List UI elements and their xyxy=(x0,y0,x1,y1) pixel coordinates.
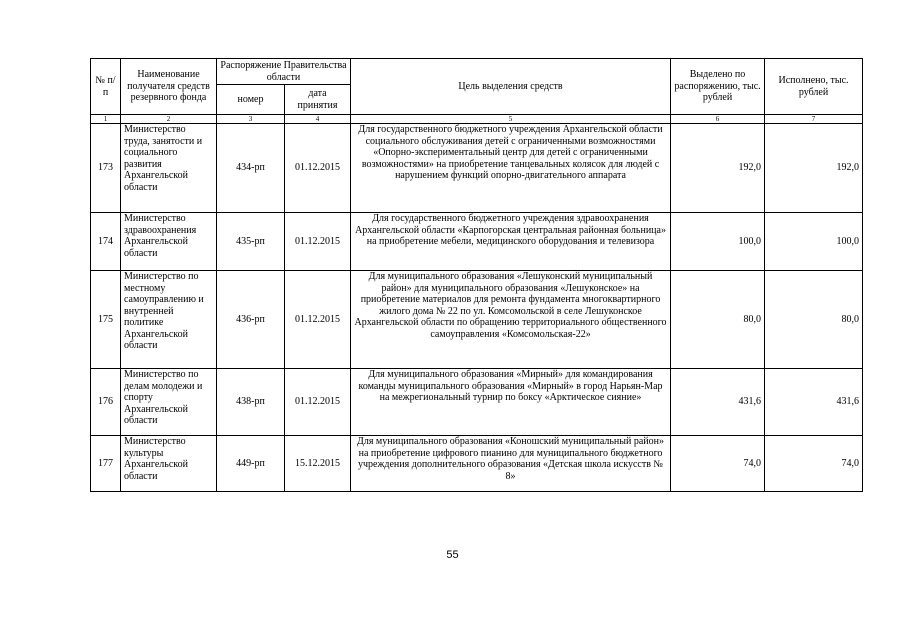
page-number: 55 xyxy=(446,549,459,561)
row-number: 176 xyxy=(91,369,121,436)
row-number: 175 xyxy=(91,271,121,369)
table-row xyxy=(91,271,863,369)
recipient-cell: Министерство по делам молодежи и спорту Архангельской области xyxy=(121,369,217,436)
column-number: 4 xyxy=(285,115,351,124)
reserve-fund-table xyxy=(90,58,863,492)
row-number: 177 xyxy=(91,436,121,492)
order-number-cell: 434-рп xyxy=(217,124,285,213)
header-allocated: Выделено по распоряжению, тыс. рублей xyxy=(671,59,765,115)
purpose-cell: Для муниципального образования «Лешуконский муниципальный район» для муниципального образования «Лешуконское» на приобретение материалов для ремонта фундамента многоквартирного жилого дома № 22 по ул. Комсомольской в селе Лешуконское Архангельской области по обращению территориального общественного самоуправления «Комсомольская-22» xyxy=(351,271,671,369)
row-number: 174 xyxy=(91,213,121,271)
allocated-cell: 431,6 xyxy=(671,369,765,436)
order-number-cell: 436-рп xyxy=(217,271,285,369)
purpose-cell: Для государственного бюджетного учреждения Архангельской области социального обслуживания детей с ограниченными возможностями «Опорно-экспериментальный центр для детей с ограниченными возможностями» на приобретение танцевальных колясок для людей с нарушением функций опорно-двигательного аппарата xyxy=(351,124,671,213)
column-number-row xyxy=(91,115,863,124)
order-number-cell: 438-рп xyxy=(217,369,285,436)
table-row xyxy=(91,369,863,436)
executed-cell: 431,6 xyxy=(765,369,863,436)
purpose-cell: Для муниципального образования «Мирный» для командирования команды муниципального образования «Мирный» в город Нарьян-Мар на межрегиональный турнир по боксу «Арктическое сияние» xyxy=(351,369,671,436)
header-order-date: дата принятия xyxy=(285,85,351,115)
recipient-cell: Министерство здравоохранения Архангельской области xyxy=(121,213,217,271)
allocated-cell: 74,0 xyxy=(671,436,765,492)
order-date-cell: 01.12.2015 xyxy=(285,271,351,369)
column-number: 7 xyxy=(765,115,863,124)
recipient-cell: Министерство культуры Архангельской области xyxy=(121,436,217,492)
order-date-cell: 01.12.2015 xyxy=(285,124,351,213)
order-date-cell: 01.12.2015 xyxy=(285,213,351,271)
allocated-cell: 100,0 xyxy=(671,213,765,271)
column-number: 1 xyxy=(91,115,121,124)
column-number: 5 xyxy=(351,115,671,124)
column-number: 2 xyxy=(121,115,217,124)
table-row xyxy=(91,124,863,213)
executed-cell: 74,0 xyxy=(765,436,863,492)
column-number: 3 xyxy=(217,115,285,124)
executed-cell: 192,0 xyxy=(765,124,863,213)
header-purpose: Цель выделения средств xyxy=(351,59,671,115)
recipient-cell: Министерство по местному самоуправлению и внутренней политике Архангельской области xyxy=(121,271,217,369)
order-date-cell: 01.12.2015 xyxy=(285,369,351,436)
header-order: Распоряжение Правительства области xyxy=(217,59,351,85)
row-number: 173 xyxy=(91,124,121,213)
purpose-cell: Для муниципального образования «Коношский муниципальный район» на приобретение цифрового пианино для муниципального бюджетного учреждения дополнительного образования «Детская школа искусств № 8» xyxy=(351,436,671,492)
executed-cell: 100,0 xyxy=(765,213,863,271)
table-row xyxy=(91,436,863,492)
header-executed: Исполнено, тыс. рублей xyxy=(765,59,863,115)
order-number-cell: 449-рп xyxy=(217,436,285,492)
recipient-cell: Министерство труда, занятости и социального развития Архангельской области xyxy=(121,124,217,213)
executed-cell: 80,0 xyxy=(765,271,863,369)
header-recipient: Наименование получателя средств резервного фонда xyxy=(121,59,217,115)
purpose-cell: Для государственного бюджетного учреждения здравоохранения Архангельской области «Карпогорская центральная районная больница» на приобретение мебели, медицинского оборудования и телевизора xyxy=(351,213,671,271)
allocated-cell: 80,0 xyxy=(671,271,765,369)
table-row xyxy=(91,213,863,271)
header-num: № п/п xyxy=(91,59,121,115)
column-number: 6 xyxy=(671,115,765,124)
order-number-cell: 435-рп xyxy=(217,213,285,271)
allocated-cell: 192,0 xyxy=(671,124,765,213)
order-date-cell: 15.12.2015 xyxy=(285,436,351,492)
header-order-number: номер xyxy=(217,85,285,115)
